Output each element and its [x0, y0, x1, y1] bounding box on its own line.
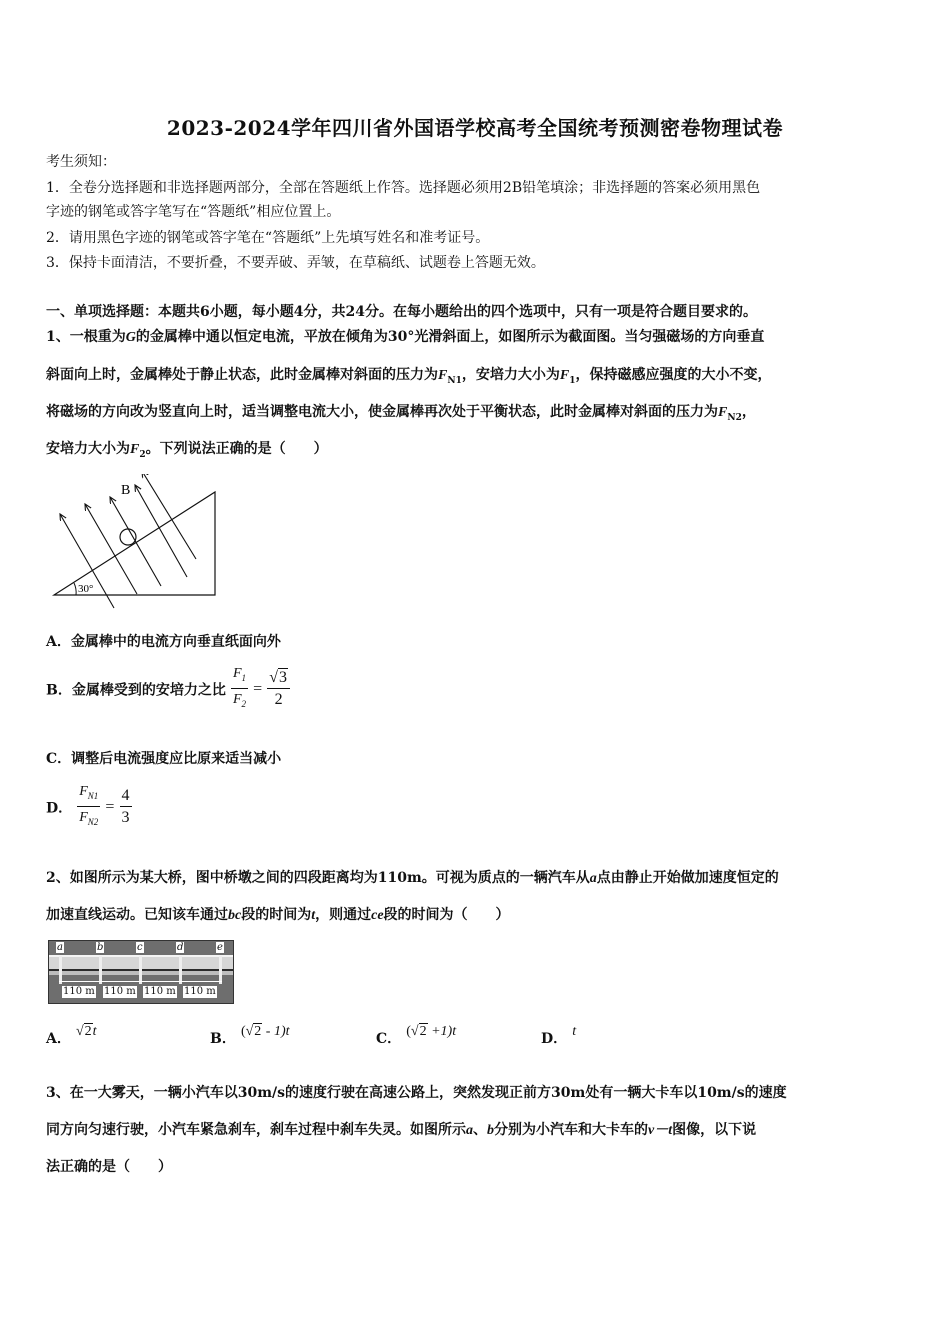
point-label: c	[137, 942, 143, 953]
field-label: B	[121, 483, 131, 498]
q1-text-line: 斜面向上时，金属棒处于静止状态，此时金属棒对斜面的压力为$F_{N1}$，安培力大小为$F_1$，保持磁感应强度的大小不变，	[46, 367, 772, 386]
bridge-photo	[48, 940, 234, 1004]
metal-rod-section	[120, 529, 136, 545]
q3-text-line: 法正确的是（ ）	[46, 1159, 172, 1175]
ratio-fraction: $\frac{F_1}{F_2}$	[232, 666, 246, 709]
q1-option-d[interactable]: D． $\frac{F_{N1}}{F_{N2}}$ = $\frac{4}{3}$	[46, 782, 132, 833]
segment-label: 110 m	[184, 986, 216, 997]
segment-label: 110 m	[104, 986, 136, 997]
notice-item: 2．请用黑色字迹的钢笔或答字笔在“答题纸”上先填写姓名和准考证号。	[46, 230, 490, 246]
q3-text-line: 3、在一大雾天，一辆小汽车以30m/s的速度行驶在高速公路上，突然发现正前方30m处有一辆大卡车以10m/s的速度	[46, 1085, 787, 1101]
q1-text-line: 安培力大小为$F_2$。下列说法正确的是（ ）	[46, 441, 328, 460]
incline-triangle	[54, 492, 215, 595]
notice-item: 3．保持卡面清洁，不要折叠，不要弄破、弄皱，在草稿纸、试题卷上答题无效。	[46, 255, 545, 271]
notice-heading: 考生须知：	[46, 154, 116, 170]
notice-item: 字迹的钢笔或答字笔写在“答题纸”相应位置上。	[46, 204, 341, 220]
ratio-fraction: $\frac{F_{N1}}{F_{N2}}$	[79, 784, 99, 827]
notice-item: 1．全卷分选择题和非选择题两部分，全部在答题纸上作答。选择题必须用2B铅笔填涂；非选择题的答案必须用黑色	[46, 180, 761, 196]
q2-text-line: 加速直线运动。已知该车通过bc段的时间为t，则通过ce段的时间为（ ）	[46, 907, 510, 923]
value-fraction: $\frac{√3}{2}$	[267, 668, 290, 711]
q1-text-line: 将磁场的方向改为竖直向上时，适当调整电流大小，使金属棒再次处于平衡状态，此时金属棒对斜面的压力为$F_{N2}$，	[46, 404, 756, 423]
q2-option-a[interactable]: A． √2t	[46, 1024, 97, 1047]
angle-label: 30°	[78, 583, 94, 595]
point-label: b	[97, 942, 104, 953]
value-fraction: $\frac{4}{3}$	[121, 786, 130, 826]
q2-option-b[interactable]: B． (√2 - 1)t	[210, 1024, 290, 1047]
q1-text-line: 1、一根重为G的金属棒中通以恒定电流，平放在倾角为30°光滑斜面上，如图所示为截面图。当匀强磁场的方向垂直	[46, 329, 765, 345]
q2-option-d[interactable]: D． t	[541, 1024, 577, 1047]
point-label: a	[57, 942, 63, 953]
point-label: e	[217, 942, 223, 953]
q1-option-a[interactable]: A．金属棒中的电流方向垂直纸面向外	[46, 634, 281, 650]
q3-text-line: 同方向匀速行驶，小汽车紧急刹车，刹车过程中刹车失灵。如图所示a、b分别为小汽车和大卡车的v－t图像，以下说	[46, 1122, 757, 1138]
q2-option-c[interactable]: C． (√2 +1)t	[376, 1024, 457, 1047]
q1-option-c[interactable]: C．调整后电流强度应比原来适当减小	[46, 751, 282, 767]
q2-text-line: 2、如图所示为某大桥，图中桥墩之间的四段距离均为110m。可视为质点的一辆汽车从a点由静止开始做加速度恒定的	[46, 870, 779, 886]
segment-label: 110 m	[63, 986, 95, 997]
section-heading: 一、单项选择题：本题共6小题，每小题4分，共24分。在每小题给出的四个选项中，只有一项是符合题目要求的。	[46, 304, 757, 320]
q1-option-b[interactable]: B．金属棒受到的安培力之比 $\frac{F_1}{F_2}$ = $\frac{√3}{2}$	[46, 664, 290, 715]
segment-label: 110 m	[144, 986, 176, 997]
page-title: 2023-2024学年四川省外国语学校高考全国统考预测密卷物理试卷	[166, 116, 784, 140]
incline-figure	[50, 474, 225, 614]
point-label: d	[177, 942, 184, 953]
